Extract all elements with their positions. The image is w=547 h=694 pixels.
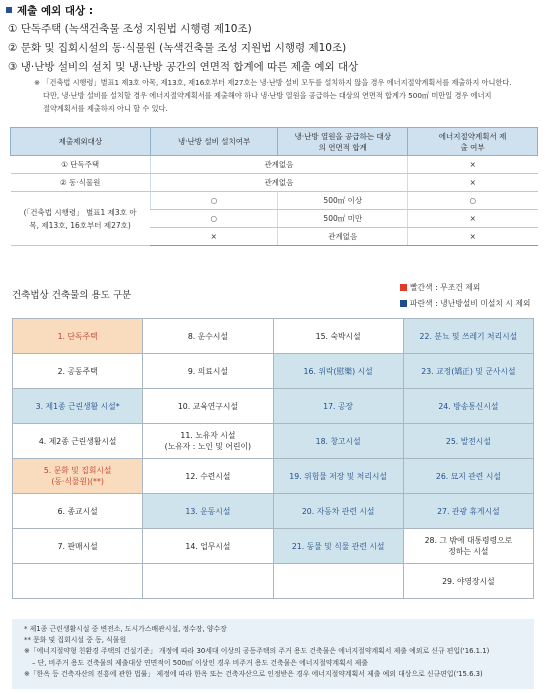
table-row: [13, 459, 534, 494]
table-row: [13, 424, 534, 459]
use-category-cell: 3. 제1종 근린생활 시설*: [13, 389, 143, 424]
table-row: [13, 529, 534, 564]
use-category-cell: 7. 판매시설: [13, 529, 143, 564]
use-category-cell: 16. 위락(慰樂) 시설: [273, 354, 403, 389]
use-category-cell: 28. 그 밖에 대통령령으로 정하는 시설: [403, 529, 533, 564]
use-category-cell: 5. 문화 및 집회시설 (동·식물원)(**): [13, 459, 143, 494]
use-category-cell: 21. 동물 및 식물 관련 시설: [273, 529, 403, 564]
header-cell: 냉·난방 열원을 공급하는 대상의 연면적 합계: [278, 128, 408, 156]
red-square-icon: [400, 284, 407, 291]
use-category-cell: 4. 제2종 근린생활시설: [13, 424, 143, 459]
exempt-item-2: ② 문화 및 집회시설의 동·식물원 (녹색건축물 조성 지원법 시행령 제10조): [8, 42, 347, 54]
empty-cell: [273, 564, 403, 599]
header-cell: 냉·난방 설비 설치여부: [150, 128, 278, 156]
building-uses-table: [12, 318, 534, 599]
exempt-item-3: ③ 냉·난방 설비의 설치 및 냉·난방 공간의 연면적 합계에 따른 제출 예외 대상: [8, 61, 359, 73]
install-cell: ○: [150, 210, 278, 228]
use-category-cell: 1. 단독주택: [13, 319, 143, 354]
use-category-cell: 8. 운수시설: [143, 319, 273, 354]
table-row: [13, 389, 534, 424]
note-line: ※ 「건축법 시행령」별표1 제3호 아목, 제13호, 제16호부터 제27호는 냉·난방 설비 모두를 설치하지 않을 경우 에너지절약계획서를 제출하지 아니한다.: [34, 78, 512, 87]
header-cell: 제출제외대상: [11, 128, 151, 156]
use-category-cell: 14. 업무시설: [143, 529, 273, 564]
footnote-line: ※「에너지절약형 친환경 주택의 건설기준」 개정에 따라 30세대 이상의 공동주택의 주거 용도 건축물은 에너지절약계획서 제출 예외로 신규 편입('16.1.1): [24, 647, 490, 656]
note-line: 다만, 냉·난방 설비를 설치할 경우 에너지절약계획서를 제출해야 하나 냉·난방 열원을 공급하는 대상의 연면적 합계가 500㎡ 미만일 경우 에너지: [43, 91, 492, 100]
exempt-criteria-table: [10, 127, 538, 246]
submit-cell: ×: [408, 174, 538, 192]
header-cell: 에너지절약계획서 제출 여부: [408, 128, 538, 156]
use-category-cell: 20. 자동차 관련 시설: [273, 494, 403, 529]
page-title: [6, 3, 93, 18]
empty-cell: [143, 564, 273, 599]
table-row: [11, 174, 538, 192]
use-category-cell: 6. 종교시설: [13, 494, 143, 529]
use-category-cell: 25. 발전시설: [403, 424, 533, 459]
footnote-line: ** 문화 및 집회시설 중 동, 식물원: [24, 636, 127, 645]
table-row: [13, 494, 534, 529]
use-category-cell: 22. 분뇨 및 쓰레기 처리시설: [403, 319, 533, 354]
use-category-cell: 15. 숙박시설: [273, 319, 403, 354]
empty-cell: [13, 564, 143, 599]
use-category-cell: 13. 운동시설: [143, 494, 273, 529]
use-category-cell: 9. 의료시설: [143, 354, 273, 389]
section-title: 건축법상 건축물의 용도 구분: [12, 290, 132, 301]
blue-square-icon: [400, 300, 407, 307]
legend-blue: [400, 298, 530, 309]
legend-label: 빨간색 : 무조건 제외: [410, 283, 481, 292]
legend-red: [400, 282, 480, 293]
submit-cell: ○: [408, 192, 538, 210]
area-cell: 500㎡ 미만: [278, 210, 408, 228]
group-target-cell: (「건축법 시행령」 별표1 제3호 아목, 제13호, 16호부터 제27호): [11, 192, 151, 246]
footnote-line: – 단, 비주거 용도 건축물의 제출대상 연면적이 500㎡ 이상인 경우 비주거 용도 건축물은 에너지절약계획서 제출: [32, 658, 368, 667]
title-text: 제출 예외 대상 :: [17, 5, 94, 17]
target-cell: ② 동·식물원: [11, 174, 151, 192]
use-category-cell: 18. 창고시설: [273, 424, 403, 459]
use-category-cell: 17. 공장: [273, 389, 403, 424]
table-row: [13, 319, 534, 354]
use-category-cell: 24. 방송통신시설: [403, 389, 533, 424]
use-category-cell: 26. 묘지 관련 시설: [403, 459, 533, 494]
footnote-line: * 제1종 근린생활시설 중 변전소, 도시가스배관시설, 정수장, 양수장: [24, 625, 227, 633]
table-row: [13, 564, 534, 599]
use-category-cell: 29. 야영장시설: [403, 564, 533, 599]
use-category-cell: 11. 노유자 시설 (노유자 : 노인 및 어린이): [143, 424, 273, 459]
area-cell: 관계없음: [278, 228, 408, 246]
footnote-line: ※「한옥 등 건축자산의 진흥에 관한 법률」 제정에 따라 한옥 또는 건축자산으로 인정받은 경우 에너지절약계획서 제출 예외 대상으로 신규편입('15.6.3): [24, 669, 483, 678]
use-category-cell: 2. 공동주택: [13, 354, 143, 389]
use-category-cell: 27. 관광 휴게시설: [403, 494, 533, 529]
use-category-cell: 19. 위험물 저장 및 처리시설: [273, 459, 403, 494]
install-cell: ×: [150, 228, 278, 246]
exempt-item-1: ① 단독주택 (녹색건축물 조성 지원법 시행령 제10조): [8, 23, 252, 35]
target-cell: ① 단독주택: [11, 156, 151, 174]
note-line: 절약계획서를 제출하지 아니 할 수 있다.: [43, 104, 168, 113]
footnotes-box: [12, 619, 534, 689]
bullet-square-icon: [6, 7, 12, 13]
merged-cell: 관계없음: [150, 156, 407, 174]
table-row: [11, 192, 538, 210]
install-cell: ○: [150, 192, 278, 210]
table-row: [11, 156, 538, 174]
use-category-cell: 10. 교육연구시설: [143, 389, 273, 424]
use-category-cell: 12. 수련시설: [143, 459, 273, 494]
submit-cell: ×: [408, 210, 538, 228]
area-cell: 500㎡ 이상: [278, 192, 408, 210]
legend-label: 파란색 : 냉난방설비 미설치 시 제외: [410, 299, 531, 308]
submit-cell: ×: [408, 156, 538, 174]
table-header-row: [11, 128, 538, 156]
table-row: [13, 354, 534, 389]
use-category-cell: 23. 교정(矯正) 및 군사시설: [403, 354, 533, 389]
merged-cell: 관계없음: [150, 174, 407, 192]
submit-cell: ×: [408, 228, 538, 246]
exempt-note: [34, 76, 539, 115]
